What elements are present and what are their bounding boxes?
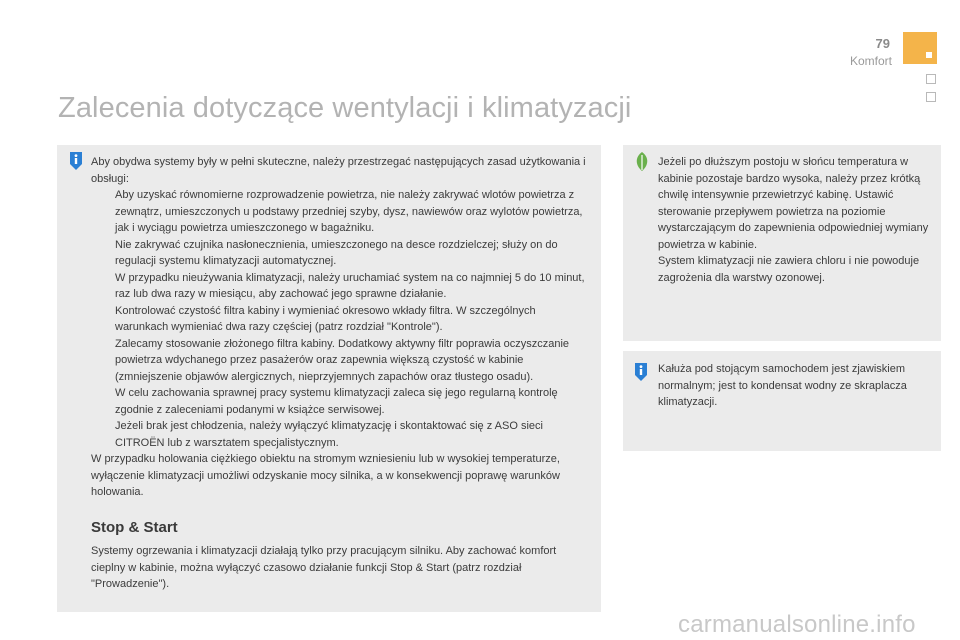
leaf-icon (634, 152, 650, 172)
section-tab-1[interactable] (926, 74, 936, 84)
list-item: W celu zachowania sprawnej pracy systemu klimatyzacji zaleca się jego regularną kontrolę zgodnie z zaleceniami podanymi w książce serwisowej. (115, 387, 558, 416)
tab-dot-icon (926, 52, 932, 58)
page-number: 79 (875, 36, 890, 51)
info-icon (634, 363, 648, 381)
stop-start-heading: Stop & Start (91, 519, 178, 536)
stop-start-text: Systemy ogrzewania i klimatyzacji działają tylko przy pracującym silniku. Aby zachować komfort cieplny w kabinie, można wyłączyć czasowo działanie funkcji Stop & Start (patrz rozdział "Prowadzenie"). (91, 545, 557, 590)
main-text (91, 154, 591, 501)
ventilation-tip: Jeżeli po dłuższym postoju w słońcu temperatura w kabinie pozostaje bardzo wysoka, należy przez krótką chwilę intensywnie przewietrzyć kabinę. Ustawić sterowanie przepływem powietrza na poziomie wystarczającym do zapewnienia odpowiedniej wymiany powietrza w kabinie. (658, 156, 929, 251)
section-tab-active[interactable] (903, 32, 937, 64)
eco-text (658, 154, 934, 286)
info-icon (69, 152, 83, 170)
intro-paragraph: Aby obydwa systemy były w pełni skuteczne, należy przestrzegać następujących zasad użytkowania i obsługi: (91, 156, 586, 185)
list-item: Nie zakrywać czujnika nasłonecznienia, umieszczonego na desce rozdzielczej; służy on do regulacji systemu klimatyzacji automatycznej. (115, 238, 558, 267)
list-item: Kontrolować czystość filtra kabiny i wymieniać okresowo wkłady filtra. W szczególnych warunkach wymieniać dwa razy częściej (patrz rozdział "Kontrole"). Zalecamy stosowanie złożonego filtra kabiny. Dodatkowy aktywny filtr poprawia oczyszczanie powietrza wdychanego przez pasażerów oraz zapewnia większą czystość w kabinie (zmniejszenie objawów alergicznych, nieprzyjemnych zapachów oraz tłustego osadu). (115, 304, 570, 383)
page-title: Zalecenia dotyczące wentylacji i klimatyzacji (58, 92, 632, 124)
towing-paragraph: W przypadku holowania ciężkiego obiektu na stromym wzniesieniu lub w wysokiej temperaturze, wyłączenie klimatyzacji umożliwi odzyskanie mocy silnika, a w konsekwencji poprawę warunków holowania. (91, 453, 560, 498)
condensation-note: Kałuża pod stojącym samochodem jest zjawiskiem normalnym; jest to kondensat wodny ze skraplacza klimatyzacji. (658, 363, 907, 408)
list-item: W przypadku nieużywania klimatyzacji, należy uruchamiać system na co najmniej 5 do 10 minut, raz lub dwa razy w miesiącu, aby zachować jego sprawne działanie. (115, 271, 585, 300)
section-name: Komfort (849, 54, 892, 68)
watermark: carmanualsonline.info (678, 611, 916, 638)
ozone-note: System klimatyzacji nie zawiera chloru i nie powoduje zagrożenia dla warstwy ozonowej. (658, 255, 920, 284)
list-item: Jeżeli brak jest chłodzenia, należy wyłączyć klimatyzację i skontaktować się z ASO sieci CITROËN lub z warsztatem specjalistycznym. (115, 420, 543, 449)
filter-note: Zalecamy stosowanie złożonego filtra kabiny. Dodatkowy aktywny filtr poprawia oczyszczanie powietrza wdychanego przez pasażerów oraz zapewnia większą czystość w kabinie (zmniejszenie objawów alergicznych, nieprzyjemnych zapachów oraz tłustego osadu). (115, 337, 570, 383)
section-tab-2[interactable] (926, 92, 936, 102)
list-item: Aby uzyskać równomierne rozprowadzenie powietrza, nie należy zakrywać wlotów powietrza z zewnątrz, umieszczonych u podstawy przedniej szyby, dysz, nawiewów oraz wylotów powietrza, jak i wyciągu powietrza umieszczonego w bagażniku. (115, 189, 583, 234)
